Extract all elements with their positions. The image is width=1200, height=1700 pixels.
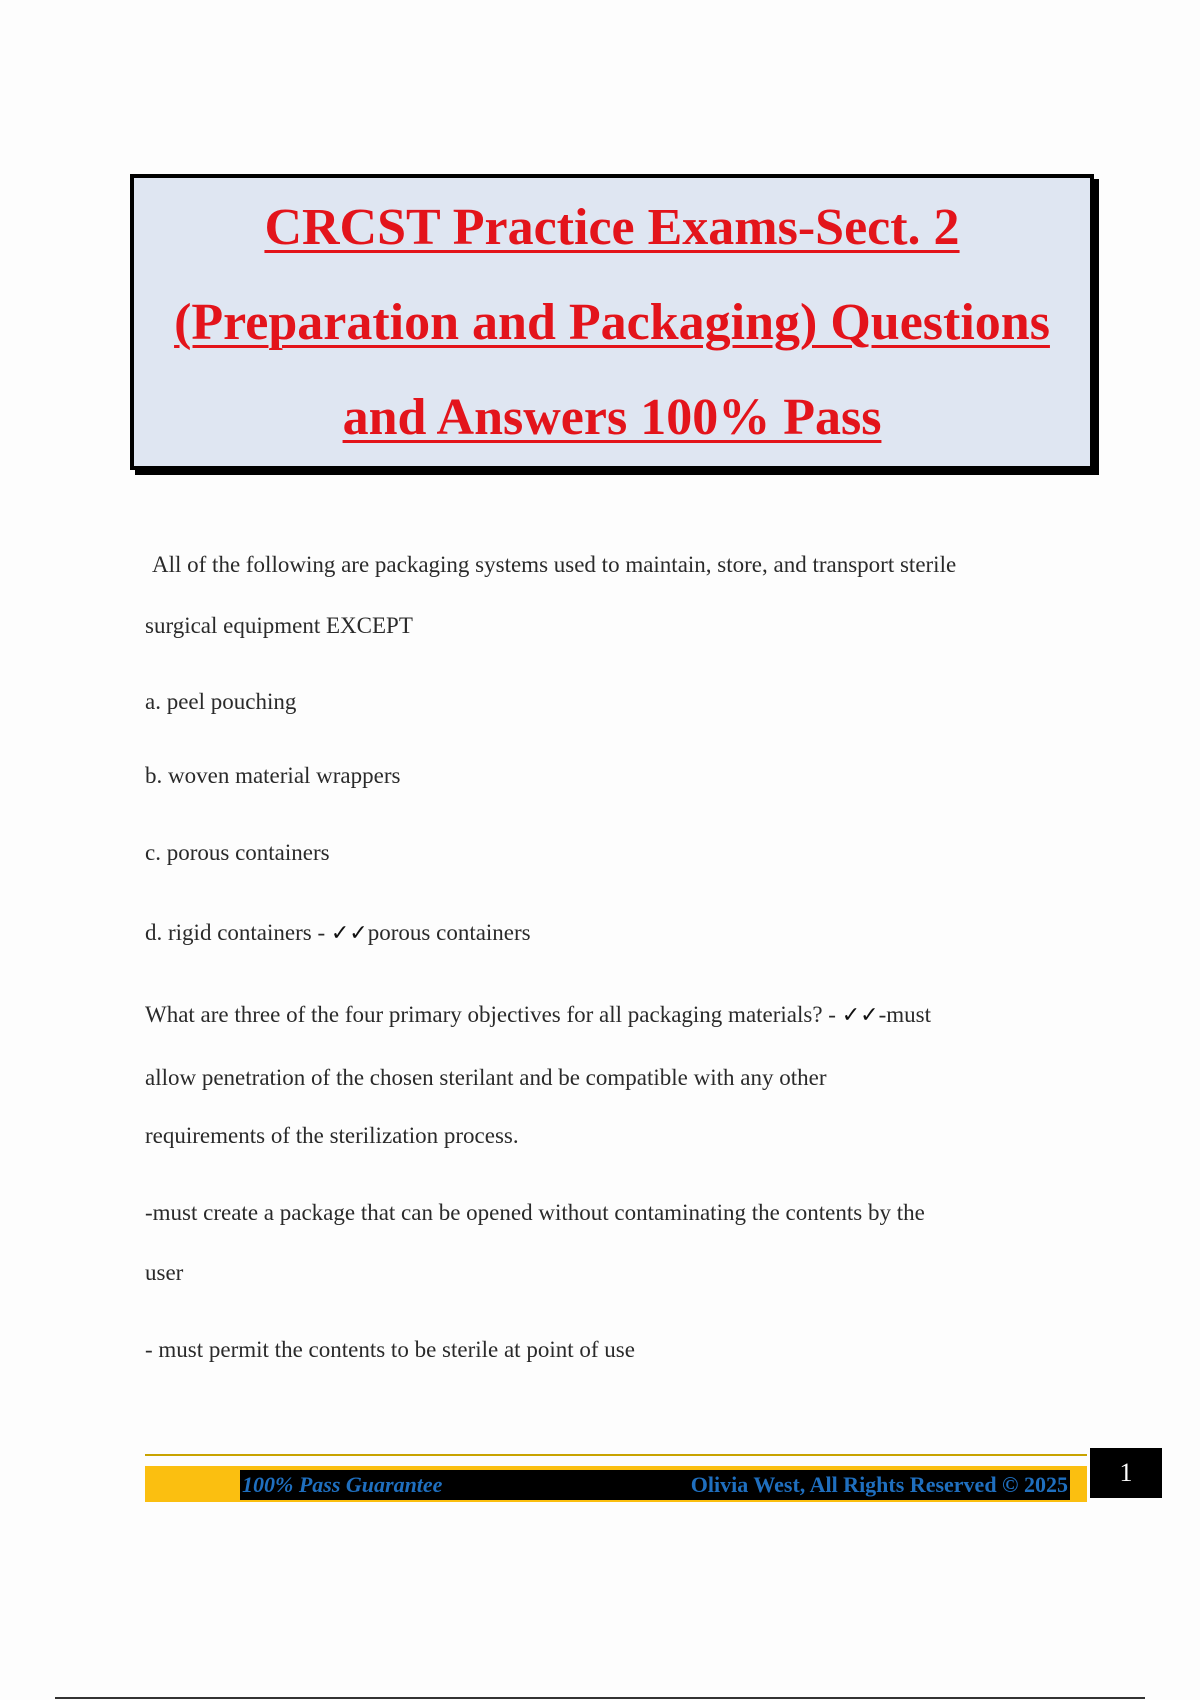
question-1-option-b: b. woven material wrappers	[145, 763, 401, 788]
question-2-line-6: - must permit the contents to be sterile at point of use	[145, 1337, 635, 1362]
page-bottom-rule	[55, 1697, 1145, 1699]
question-1-option-c: c. porous containers	[145, 840, 330, 865]
question-2-line-4: -must create a package that can be opened without contaminating the contents by the	[145, 1200, 925, 1225]
question-2-line-5: user	[145, 1260, 184, 1285]
question-1-line-1: All of the following are packaging systems used to maintain, store, and transport sterile	[152, 552, 957, 577]
question-1-option-a: a. peel pouching	[145, 689, 297, 714]
checkmark-icon: ✓✓	[841, 1003, 879, 1028]
question-1-line-2: surgical equipment EXCEPT	[145, 613, 413, 638]
title-line-3: and Answers 100% Pass	[342, 388, 882, 446]
title-box	[130, 174, 1094, 470]
title-line-1: CRCST Practice Exams-Sect. 2	[264, 198, 960, 256]
question-2-line-2: allow penetration of the chosen sterilant and be compatible with any other	[145, 1065, 827, 1090]
page-number: 1	[1090, 1448, 1162, 1498]
option-d-text: d. rigid containers -	[145, 920, 331, 945]
option-d-answer: porous containers	[367, 920, 531, 945]
title-line-2: (Preparation and Packaging) Questions	[174, 293, 1050, 351]
question-2-text: What are three of the four primary objectives for all packaging materials? -	[145, 1002, 842, 1027]
footer-copyright: Olivia West, All Rights Reserved © 2025	[492, 1470, 1070, 1500]
question-2-answer-start: -must	[878, 1002, 931, 1027]
question-2-line-1	[145, 1002, 1090, 1028]
footer-guarantee: 100% Pass Guarantee	[240, 1470, 492, 1500]
checkmark-icon: ✓✓	[330, 921, 368, 946]
question-1-option-d	[145, 920, 1090, 946]
footer-divider	[145, 1454, 1087, 1456]
question-2-line-3: requirements of the sterilization process.	[145, 1123, 519, 1148]
